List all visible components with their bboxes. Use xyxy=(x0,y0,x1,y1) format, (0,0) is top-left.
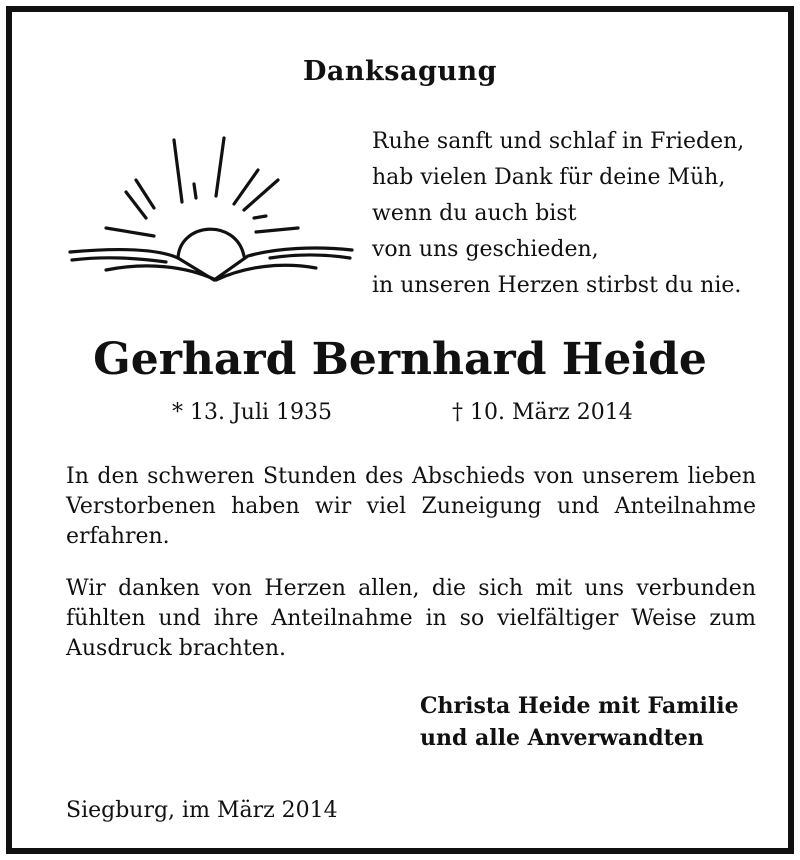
signature-line: und alle Anverwandten xyxy=(420,725,704,751)
notice-heading: Danksagung xyxy=(303,56,497,87)
deceased-name: Gerhard Bernhard Heide xyxy=(93,334,707,385)
poem-line: in unseren Herzen stirbst du nie. xyxy=(372,273,742,298)
poem-line: Ruhe sanft und schlaf in Frieden, xyxy=(372,129,745,154)
notice-frame xyxy=(6,6,794,854)
poem-line: hab vielen Dank für deine Müh, xyxy=(372,165,726,190)
poem-verse xyxy=(372,124,772,304)
sunrise-over-book-icon xyxy=(66,130,356,290)
thanks-paragraph: In den schweren Stunden des Abschieds von unserem lieben Verstorbenen haben wir viel Zuneigung und Anteilnahme erfahren. xyxy=(66,464,756,549)
poem-line: von uns geschieden, xyxy=(372,237,599,262)
place-and-date: Siegburg, im März 2014 xyxy=(66,798,338,823)
birth-date: * 13. Juli 1935 xyxy=(172,400,333,425)
thanks-paragraph: Wir danken von Herzen allen, die sich mit uns verbunden fühlten und ihre Anteilnahme in so vielfältiger Weise zum Ausdruck brachten. xyxy=(66,576,756,661)
signature-line: Christa Heide mit Familie xyxy=(420,693,739,719)
signature-block xyxy=(420,690,739,754)
poem-line: wenn du auch bist xyxy=(372,201,577,226)
death-date: † 10. März 2014 xyxy=(452,400,633,425)
